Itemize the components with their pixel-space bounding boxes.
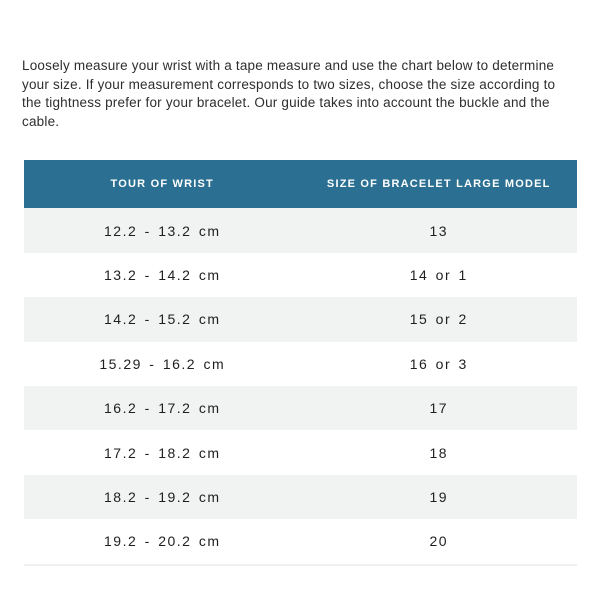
table-row: [24, 519, 577, 563]
table-row: [24, 297, 577, 341]
wrist-range-cell: 18.2 - 19.2 cm: [104, 488, 221, 505]
table-row: [24, 430, 577, 474]
wrist-range-cell: 15.29 - 16.2 cm: [99, 355, 226, 372]
column-header-size: SIZE OF BRACELET LARGE MODEL: [326, 178, 551, 191]
table-row: [24, 342, 577, 386]
size-value-cell: 19: [429, 488, 449, 505]
table-header-row: [24, 160, 577, 208]
size-value-cell: 15 or 2: [409, 311, 468, 328]
table-row: [24, 253, 577, 297]
intro-text: Loosely measure your wrist with a tape measure and use the chart below to determine your size. If your measurement corresponds to two sizes, choose the size according to the tightness prefer for your bracelet. Our guide takes into account the buckle and the cable.: [22, 58, 556, 129]
wrist-range-cell: 14.2 - 15.2 cm: [104, 311, 221, 328]
size-value-cell: 18: [429, 444, 449, 461]
size-chart-table: [24, 160, 577, 565]
wrist-range-cell: 13.2 - 14.2 cm: [104, 266, 221, 283]
table-row: [24, 475, 577, 519]
table-row: [24, 386, 577, 430]
column-header-wrist: TOUR OF WRIST: [110, 178, 214, 191]
wrist-range-cell: 12.2 - 13.2 cm: [104, 222, 221, 239]
size-value-cell: 13: [429, 222, 449, 239]
size-value-cell: 14 or 1: [409, 266, 468, 283]
table-row: [24, 208, 577, 252]
wrist-range-cell: 17.2 - 18.2 cm: [104, 444, 221, 461]
size-value-cell: 17: [429, 400, 449, 417]
size-value-cell: 20: [429, 533, 449, 550]
size-value-cell: 16 or 3: [409, 355, 468, 372]
wrist-range-cell: 19.2 - 20.2 cm: [104, 533, 221, 550]
wrist-range-cell: 16.2 - 17.2 cm: [104, 400, 221, 417]
